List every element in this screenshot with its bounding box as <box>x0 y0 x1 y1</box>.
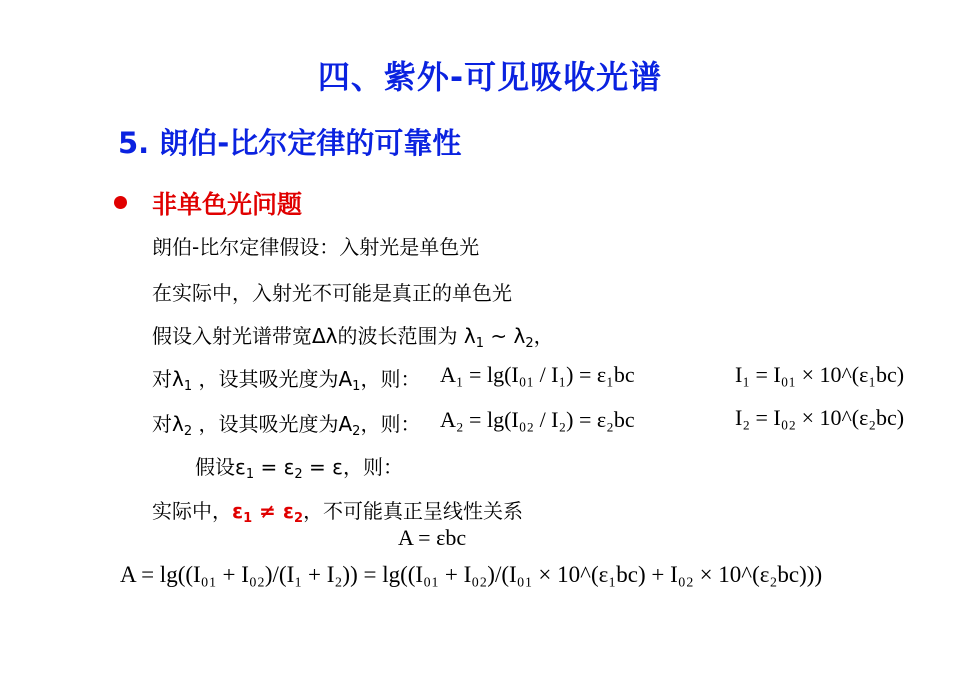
text-line-4: 对$\lambda_1$ ，设其吸光度为$A_1$，则： <box>152 367 421 394</box>
text-line-1: 朗伯-比尔定律假设：入射光是单色光 <box>152 235 480 259</box>
slide-title: 四、紫外-可见吸收光谱 <box>317 58 663 96</box>
epsilon-inequality: $\varepsilon_1 \ne \varepsilon_2$ <box>232 499 304 526</box>
text-line-2: 在实际中，入射光不可能是真正的单色光 <box>152 281 512 305</box>
equation-a-eps-bc: A = εbc <box>398 525 467 550</box>
text-line-5: 对$\lambda_2$ ，设其吸光度为$A_2$，则： <box>152 412 421 439</box>
equation-i1: I₁ = I₀₁ × 10^(ε₁bc) <box>735 362 905 387</box>
text-line-6: 假设$\varepsilon_1 = \varepsilon_2 = \varepsilon$，则： <box>195 455 403 482</box>
equation-a1: A₁ = lg(I₀₁ / I₁) = ε₁bc <box>440 362 635 387</box>
equation-i2: I₂ = I₀₂ × 10^(ε₂bc) <box>735 405 905 430</box>
equation-a2: A₂ = lg(I₀₂ / I₂) = ε₂bc <box>440 407 635 432</box>
bullet-heading-text: 非单色光问题 <box>152 190 303 219</box>
text-line-3: 假设入射光谱带宽Δλ的波长范围为 $\lambda_1$ ~ $\lambda_2$， <box>152 324 554 351</box>
bullet-dot-icon <box>114 196 127 209</box>
text-line-7: 实际中，$\varepsilon_1 \ne \varepsilon_2$，不可能真正呈线性关系 <box>152 499 524 526</box>
equation-combined-absorbance: A = lg((I₀₁ + I₀₂)/(I₁ + I₂)) = lg((I₀₁ + I₀₂)/(I₀₁ × 10^(ε₁bc) + I₀₂ × 10^(ε₂bc))) <box>120 562 823 587</box>
section-subtitle: 5. 朗伯-比尔定律的可靠性 <box>118 126 462 160</box>
